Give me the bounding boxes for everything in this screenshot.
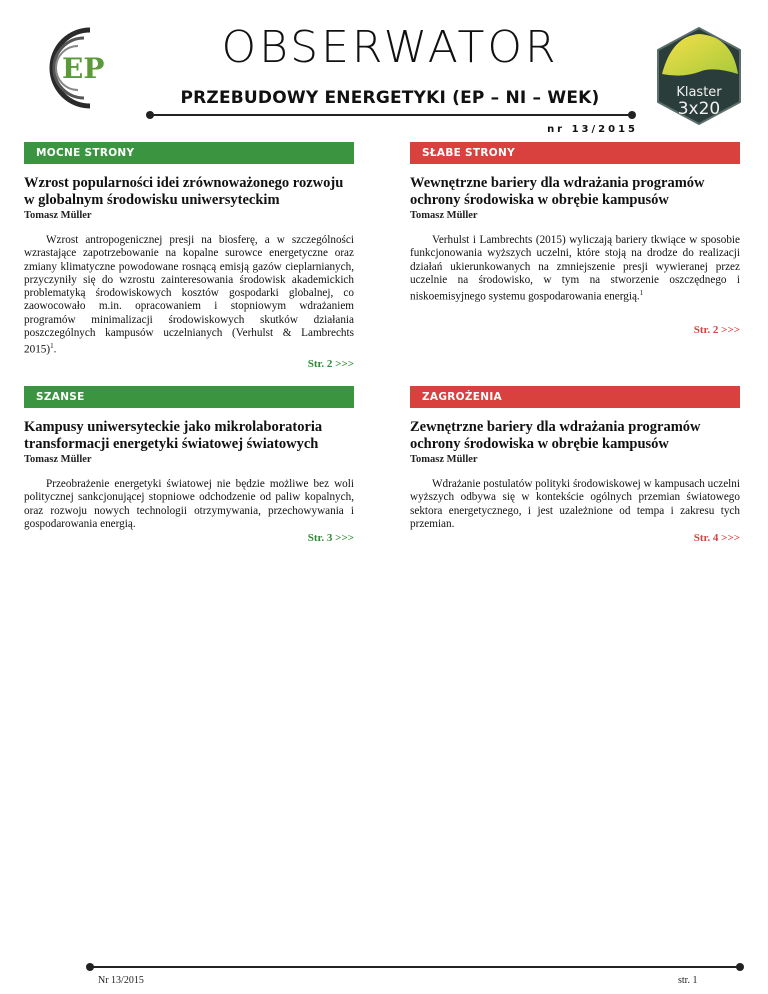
newsletter-subtitle: PRZEBUDOWY ENERGETYKI (EP – NI – WEK) <box>180 88 600 108</box>
cep-logo <box>32 22 124 114</box>
section-weaknesses <box>410 142 740 336</box>
section-opportunities <box>24 386 354 544</box>
section-strengths <box>24 142 354 370</box>
svg-text:3x20: 3x20 <box>677 99 721 119</box>
section-label: MOCNE STRONY <box>24 142 354 164</box>
continue-link[interactable]: Str. 3 >>> <box>307 532 354 545</box>
article-author: Tomasz Müller <box>24 454 92 465</box>
masthead <box>0 0 768 140</box>
footnote-ref[interactable]: 1 <box>639 289 644 298</box>
article-heading: Kampusy uniwersyteckie jako mikrolaboratoria transformacji energetyki światowej światowych <box>24 419 323 452</box>
article-heading: Wewnętrzne bariery dla wdrażania programów ochrony środowiska w obrębie kampusów <box>410 175 705 208</box>
klaster-3x20-logo <box>652 26 746 126</box>
continue-link[interactable]: Str. 2 >>> <box>693 324 740 337</box>
article-body: Przeobrażenie energetyki światowej nie będzie możliwe bez woli politycznej sankcjonującej stopniowe odchodzenie od paliw kopalnych, oraz rozwoju nowych technologii otrzymywania, przechowywania i gospodarowania energią. <box>24 478 354 530</box>
article-author: Tomasz Müller <box>24 210 92 221</box>
footer-issue: Nr 13/2015 <box>98 975 144 986</box>
article-heading: Zewnętrzne bariery dla wdrażania programów ochrony środowiska w obrębie kampusów <box>410 419 701 452</box>
section-label: SZANSE <box>24 386 354 408</box>
article-body: Wzrost antropogenicznej presji na biosferę, a w szczególności wzrastające zapotrzebowanie na kopalne surowce energetyczne oraz zmiany klimatyczne powodowane rosnącą emisją gazów cieplarnianych, przyczyniły się do wzrostu zainteresowania środowisk akademickich problematyką środowiskowych kosztów gospodarki globalnej, co zaowocowało m.in. opracowaniem i stopniowym wdrażaniem programów minimalizacji środowiskowych skutków działania poszczególnych kampusów uczelnianych (Verhulst & Lambrechts 2015)$^1$. <box>24 234 354 357</box>
newsletter-title: OBSERWATOR <box>221 22 559 73</box>
continue-link[interactable]: Str. 4 >>> <box>693 532 740 545</box>
header-rule <box>150 114 632 116</box>
footer-rule <box>90 966 740 968</box>
section-label: ZAGROŻENIA <box>410 386 740 408</box>
page-number: str. 1 <box>678 975 698 986</box>
article-body: Verhulst i Lambrechts (2015) wyliczają bariery tkwiące w sposobie funkcjonowania wyższych uczelni, które stoją na drodze do realizacji działań ukierunkowanych na zmniejszenie presji wywieranej przez uczelnie na środowisko, w tym na stworzenie oszczędnego i niskoemisyjnego systemu gospodarowania energią.$^1$ <box>410 234 740 303</box>
article-author: Tomasz Müller <box>410 210 478 221</box>
article-body: Wdrażanie postulatów polityki środowiskowej w kampusach uczelni wyższych odbywa się w kontekście ogólnych przemian światowego sektora energetycznego, i jest uzależnione od tempa i zakresu tych przemian. <box>410 478 740 530</box>
continue-link[interactable]: Str. 2 >>> <box>307 358 354 371</box>
issue-number: nr 13/2015 <box>547 124 638 135</box>
section-label: SŁABE STRONY <box>410 142 740 164</box>
article-heading: Wzrost popularności idei zrównoważonego rozwoju w globalnym środowisku uniwersyteckim <box>24 175 344 208</box>
section-threats <box>410 386 740 544</box>
article-author: Tomasz Müller <box>410 454 478 465</box>
svg-text:Klaster: Klaster <box>676 85 722 100</box>
footnote-ref[interactable]: 1 <box>50 342 54 351</box>
svg-text:EP: EP <box>62 52 105 85</box>
